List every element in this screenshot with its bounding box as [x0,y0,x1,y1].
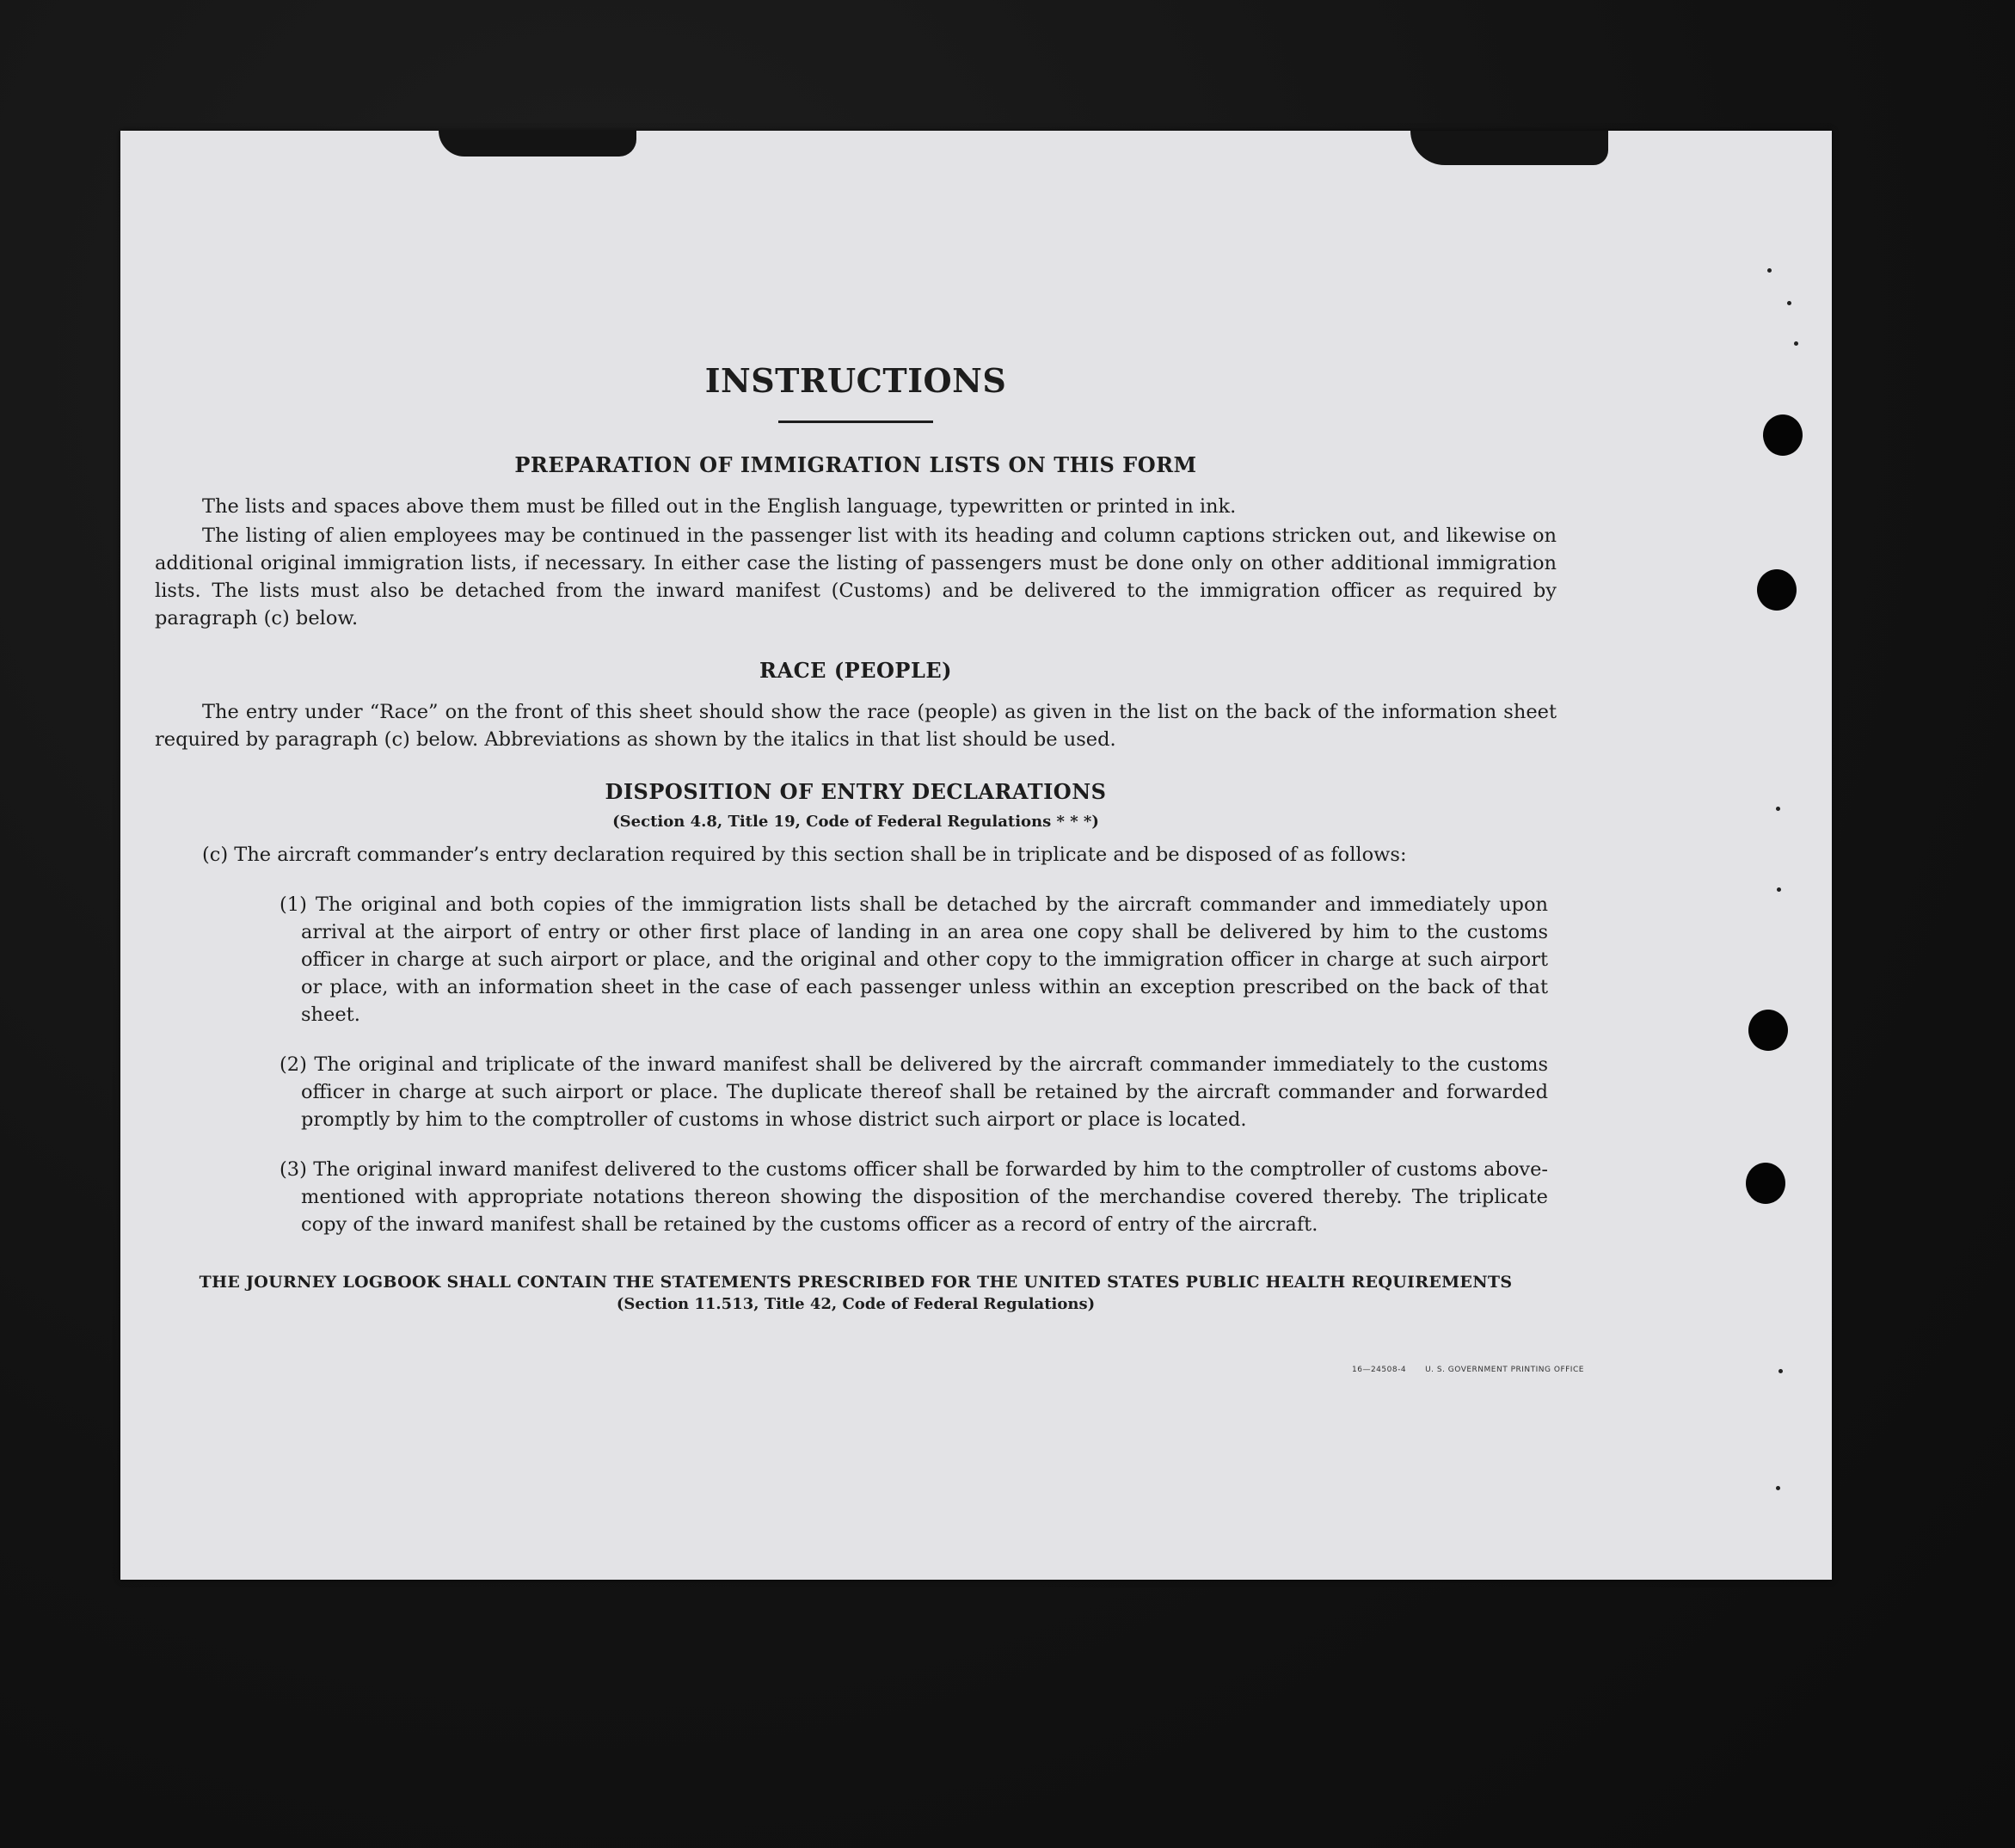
section-citation: (Section 11.513, Title 42, Code of Federal Regulations) [616,1295,1096,1313]
section-heading-preparation: PREPARATION OF IMMIGRATION LISTS ON THIS FORM [514,452,1197,477]
section-heading-race: RACE (PEOPLE) [759,658,952,683]
paragraph: The listing of alien employees may be continued in the passenger list with its heading and column captions stricken out, and likewise on additional original immigration lists, if necessary. In either case the listing of passengers must be done only on other additional immigration lists. The lists must also be detached from the inward manifest (Customs) and be delivered to the immigration officer as required by paragraph (c) below. [155,525,1557,629]
list-item: (3) The original inward manifest delivered to the customs officer shall be forwarded by him to the comptroller of customs above-mentioned with appropriate notations thereon showing the disposition of the merchandise covered thereby. The triplicate copy of the inward manifest shall be retained by the customs officer as a record of entry of the aircraft. [280,1158,1548,1236]
binding-mark [1776,807,1780,811]
binding-mark [1787,301,1791,305]
section-citation: (Section 4.8, Title 19, Code of Federal Regulations * * *) [612,813,1099,831]
binding-mark [1776,1486,1780,1490]
form-number: 16—24508-4 [1352,1366,1407,1374]
torn-edge [439,131,636,157]
torn-edge [1410,131,1608,165]
printer-imprint [1352,1366,1584,1374]
paragraph: The lists and spaces above them must be filled out in the English language, typewritten or printed in ink. [202,495,1237,518]
paragraph: The entry under “Race” on the front of this sheet should show the race (people) as given in the list on the back of the information sheet required by paragraph (c) below. Abbreviations as shown by the italics in that list should be used. [155,701,1557,751]
list-item: (2) The original and triplicate of the inward manifest shall be delivered by the aircraft commander immediately to the customs officer in charge at such airport or place. The duplicate thereof shall be retained by the aircraft commander and forwarded promptly by him to the comptroller of customs in whose district such airport or place is located. [280,1053,1548,1131]
list-item: (1) The original and both copies of the immigration lists shall be detached by the aircraft commander and immediately upon arrival at the airport of entry or other first place of landing in an area one copy shall be delivered by him to the customs officer in charge at such airport or place, and the original and other copy to the immigration officer in charge at such airport or place, with an information sheet in the case of each passenger unless within an exception prescribed on the back of that sheet. [280,893,1548,1026]
punch-hole [1763,414,1803,456]
page-title: INSTRUCTIONS [704,361,1007,400]
section-heading-disposition: DISPOSITION OF ENTRY DECLARATIONS [605,779,1107,804]
binding-mark [1794,341,1798,346]
title-rule [778,421,933,423]
paragraph: (c) The aircraft commander’s entry declaration required by this section shall be in triplicate and be disposed of as follows: [202,844,1407,866]
binding-mark [1778,1369,1783,1373]
binding-mark [1767,268,1772,273]
punch-hole [1746,1163,1785,1204]
instructions-text [155,232,1557,1313]
printer-name: U. S. GOVERNMENT PRINTING OFFICE [1425,1366,1584,1374]
punch-hole [1757,569,1797,611]
section-heading-logbook: THE JOURNEY LOGBOOK SHALL CONTAIN THE STATEMENTS PRESCRIBED FOR THE UNITED STATES PUBLIC HEALTH REQUIREMENTS [199,1273,1513,1292]
binding-mark [1777,887,1781,892]
punch-hole [1748,1010,1788,1051]
